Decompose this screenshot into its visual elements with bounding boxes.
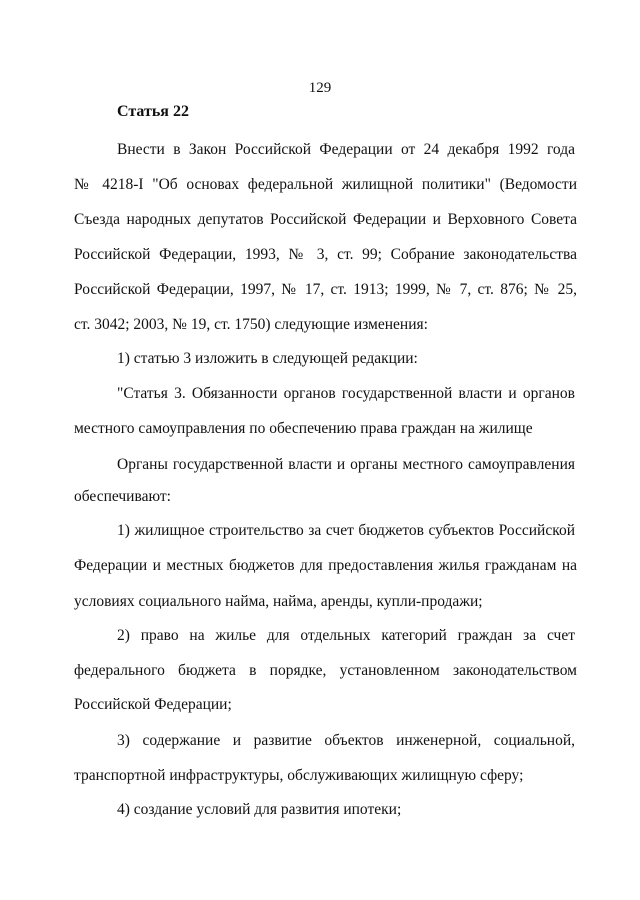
text-line: федерального бюджета в порядке, установленном законодательством <box>74 662 577 679</box>
text-line: Федерации и местных бюджетов для предоставления жилья гражданам на <box>74 557 577 574</box>
text-line: "Статья 3. Обязанности органов государственной власти и органов <box>117 385 575 402</box>
text-line: № 4218-I "Об основах федеральной жилищной политики" (Ведомости <box>74 176 577 193</box>
article-heading: Статья 22 <box>117 103 189 120</box>
text-line: Органы государственной власти и органы местного самоуправления <box>117 456 575 473</box>
text-line: Внести в Закон Российской Федерации от 24 декабря 1992 года <box>117 141 575 158</box>
text-line: Съезда народных депутатов Российской Федерации и Верховного Совета <box>74 211 577 228</box>
text-line: ст. 3042; 2003, № 19, ст. 1750) следующие изменения: <box>74 316 428 333</box>
list-item: 1) статью 3 изложить в следующей редакции: <box>117 350 418 367</box>
text-line: обеспечивают: <box>74 488 171 505</box>
list-item: 4) создание условий для развития ипотеки; <box>117 801 402 818</box>
text-line: местного самоуправления по обеспечению права граждан на жилище <box>74 420 533 437</box>
text-line: Российской Федерации, 1997, № 17, ст. 1913; 1999, № 7, ст. 876; № 25, <box>74 281 577 298</box>
text-line: Российской Федерации; <box>74 696 232 713</box>
list-item: 1) жилищное строительство за счет бюджетов субъектов Российской <box>117 522 575 539</box>
page-number: 129 <box>308 80 332 96</box>
list-item: 2) право на жилье для отдельных категорий граждан за счет <box>117 627 575 644</box>
text-line: Российской Федерации, 1993, № 3, ст. 99; Собрание законодательства <box>74 246 577 263</box>
text-line: транспортной инфраструктуры, обслуживающих жилищную сферу; <box>74 767 524 784</box>
text-line: условиях социального найма, найма, аренды, купли-продажи; <box>74 593 483 610</box>
list-item: 3) содержание и развитие объектов инженерной, социальной, <box>117 732 575 749</box>
